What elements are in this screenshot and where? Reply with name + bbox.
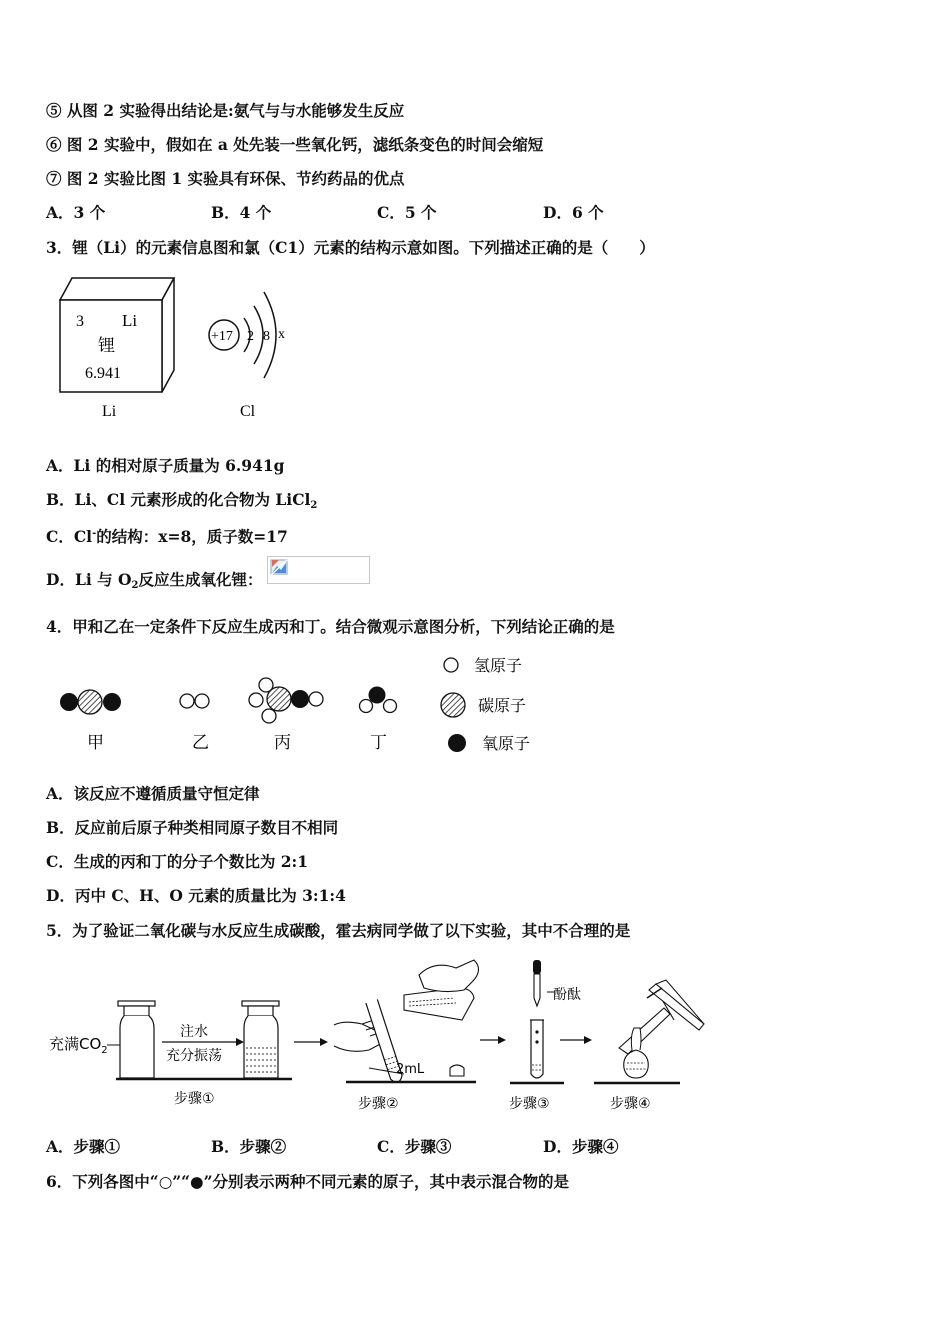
li-caption: Li xyxy=(102,403,117,420)
q4-molecule-diagram xyxy=(50,650,570,760)
statement-6: ⑥ 图 2 实验中，假如在 a 处先装一些氧化钙，滤纸条变色的时间会缩短 xyxy=(46,135,544,154)
statement-5: ⑤ 从图 2 实验得出结论是:氨气与与水能够发生反应 xyxy=(46,101,405,120)
q4-option-a: A．该反应不遵循质量守恒定律 xyxy=(46,784,260,803)
inject-water-label: 注水 xyxy=(180,1024,208,1040)
q2-option-b: B．4 个 xyxy=(211,203,272,222)
legend-carbon: 碳原子 xyxy=(478,696,527,715)
q5-option-a: A．步骤① xyxy=(46,1137,121,1156)
label-bing: 丙 xyxy=(274,733,291,753)
molecule-bing xyxy=(249,678,323,723)
li-mass: 6.941 xyxy=(85,365,121,382)
li-symbol: Li xyxy=(122,311,138,330)
legend-hydrogen: 氢原子 xyxy=(474,656,523,675)
label-jia: 甲 xyxy=(87,733,104,753)
legend-oxygen: 氧原子 xyxy=(482,734,531,753)
step1-apparatus xyxy=(49,1001,328,1107)
lithium-element-card xyxy=(60,278,174,392)
step2-apparatus xyxy=(334,960,506,1112)
molecule-ding xyxy=(360,687,397,713)
q3-option-d: D．Li 与 $O_2$反应生成氧化锂： xyxy=(46,570,263,591)
q4-legend xyxy=(441,656,530,753)
step4-label: 步骤④ xyxy=(610,1096,651,1112)
q4-option-c: C．生成的丙和丁的分子个数比为 2:1 xyxy=(46,852,309,871)
q4-stem: 4．甲和乙在一定条件下反应生成丙和丁。结合微观示意图分析，下列结论正确的是 xyxy=(46,617,615,636)
li-atomic-number: 3 xyxy=(76,313,84,330)
broken-image xyxy=(267,556,370,584)
q2-option-a: A．3 个 xyxy=(46,203,106,222)
q5-option-b: B．步骤② xyxy=(211,1137,287,1156)
shake-label: 充分振荡 xyxy=(166,1048,222,1064)
q5-stem: 5．为了验证二氧化碳与水反应生成碳酸，霍去病同学做了以下实验，其中不合理的是 xyxy=(46,921,631,940)
legend-oxygen-icon xyxy=(448,734,466,752)
cl-shell-2: 8 xyxy=(263,329,270,344)
q5-option-d: D．步骤④ xyxy=(543,1137,619,1156)
label-yi: 乙 xyxy=(192,733,209,753)
q3-option-b: B．Li、Cl 元素形成的化合物为 LiCl$_2$ xyxy=(46,490,318,511)
indicator-label: 酚酞 xyxy=(553,987,581,1003)
legend-carbon-icon xyxy=(441,693,465,717)
volume-label: 2mL xyxy=(396,1062,425,1077)
chlorine-structure-diagram xyxy=(209,292,285,378)
co2-label: 充满$CO_2$ xyxy=(49,1035,108,1056)
step1-label: 步骤① xyxy=(174,1091,215,1107)
step3-label: 步骤③ xyxy=(509,1096,550,1112)
q2-option-d: D．6 个 xyxy=(543,203,604,222)
cl-caption: Cl xyxy=(240,403,256,420)
cl-shell-1: 2 xyxy=(247,329,254,344)
cl-shell-3: x xyxy=(278,327,285,342)
molecule-jia xyxy=(60,690,121,714)
statement-7: ⑦ 图 2 实验比图 1 实验具有环保、节约药品的优点 xyxy=(46,169,405,188)
cl-nucleus: +17 xyxy=(211,329,233,344)
step4-apparatus xyxy=(594,980,704,1112)
q5-experiment-figure xyxy=(44,950,724,1120)
broken-image-icon xyxy=(270,559,290,577)
q5-option-c: C．步骤③ xyxy=(377,1137,452,1156)
step2-label: 步骤② xyxy=(358,1096,399,1112)
li-name: 锂 xyxy=(98,336,115,356)
q2-option-c: C．5 个 xyxy=(377,203,437,222)
q3-option-c: C．Cl-的结构：x=8，质子数=17 xyxy=(46,527,288,546)
q3-figure xyxy=(50,270,310,430)
legend-hydrogen-icon xyxy=(444,658,458,672)
molecule-yi xyxy=(180,694,209,708)
label-ding: 丁 xyxy=(370,733,387,753)
q3-option-a: A．Li 的相对原子质量为 6.941g xyxy=(46,456,285,475)
q4-option-b: B．反应前后原子种类相同原子数目不相同 xyxy=(46,818,339,837)
q6-stem: 6．下列各图中“○”“●”分别表示两种不同元素的原子，其中表示混合物的是 xyxy=(46,1172,569,1191)
q3-stem: 3．锂（Li）的元素信息图和氯（C1）元素的结构示意如图。下列描述正确的是（ ） xyxy=(46,238,655,257)
q4-option-d: D．丙中 C、H、O 元素的质量比为 3:1:4 xyxy=(46,886,346,905)
step3-apparatus xyxy=(509,960,592,1112)
